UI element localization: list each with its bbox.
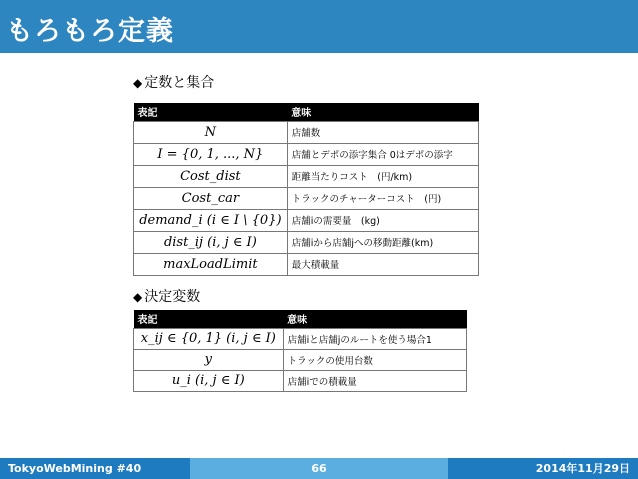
meaning-cell: 距離当たりコスト (円/km) <box>287 165 478 187</box>
table-row <box>134 253 479 275</box>
footer-date <box>448 458 638 479</box>
column-header-notation: 表記 <box>134 310 284 328</box>
table-row <box>134 328 467 349</box>
column-header-meaning: 意味 <box>287 103 478 121</box>
slide-title: もろもろ定義 <box>6 16 174 47</box>
notation-cell: maxLoadLimit <box>134 253 288 275</box>
notation-cell: Cost_car <box>134 187 288 209</box>
table-row <box>134 187 479 209</box>
notation-cell: Cost_dist <box>134 165 288 187</box>
section-constants-title: 定数と集合 <box>144 75 215 91</box>
notation-cell: dist_ij (i, j ∈ I) <box>134 231 288 253</box>
section-variables-heading <box>133 286 200 306</box>
table-row <box>134 370 467 391</box>
table-row <box>134 165 479 187</box>
constants-table <box>133 103 479 276</box>
meaning-cell: 最大積載量 <box>287 253 478 275</box>
meaning-cell: トラックの使用台数 <box>283 349 466 370</box>
notation-cell: y <box>134 349 284 370</box>
meaning-cell: 店舗iと店舗jのルートを使う場合1 <box>283 328 466 349</box>
diamond-bullet-icon: ◆ <box>133 76 143 90</box>
meaning-cell: 店舗iでの積載量 <box>283 370 466 391</box>
variables-table <box>133 310 467 392</box>
notation-cell: N <box>134 121 288 143</box>
notation-cell: u_i (i, j ∈ I) <box>134 370 284 391</box>
meaning-cell: 店舗数 <box>287 121 478 143</box>
table-row <box>134 349 467 370</box>
meaning-cell: 店舗iから店舗jへの移動距離(km) <box>287 231 478 253</box>
notation-cell: demand_i (i ∈ I \ {0}) <box>134 209 288 231</box>
table-row <box>134 209 479 231</box>
page-number-label: 66 <box>311 462 327 475</box>
meaning-cell: トラックのチャーターコスト (円) <box>287 187 478 209</box>
table-row <box>134 143 479 165</box>
notation-cell: I = {0, 1, ..., N} <box>134 143 288 165</box>
table-row <box>134 121 479 143</box>
meaning-cell: 店舗iの需要量 (kg) <box>287 209 478 231</box>
notation-cell: x_ij ∈ {0, 1} (i, j ∈ I) <box>134 328 284 349</box>
footer-page-number <box>190 458 448 479</box>
table-row <box>134 231 479 253</box>
meaning-cell: 店舗とデポの添字集合 0はデポの添字 <box>287 143 478 165</box>
slide-title-bar <box>0 0 638 53</box>
diamond-bullet-icon: ◆ <box>133 290 143 304</box>
column-header-notation: 表記 <box>134 103 288 121</box>
footer-date-label: 2014年11月29日 <box>535 462 630 475</box>
section-variables-title: 決定変数 <box>144 289 201 305</box>
column-header-meaning: 意味 <box>283 310 466 328</box>
footer-event-label: TokyoWebMining #40 <box>8 462 142 475</box>
section-constants-heading <box>133 72 214 92</box>
footer-event-name <box>0 458 190 479</box>
